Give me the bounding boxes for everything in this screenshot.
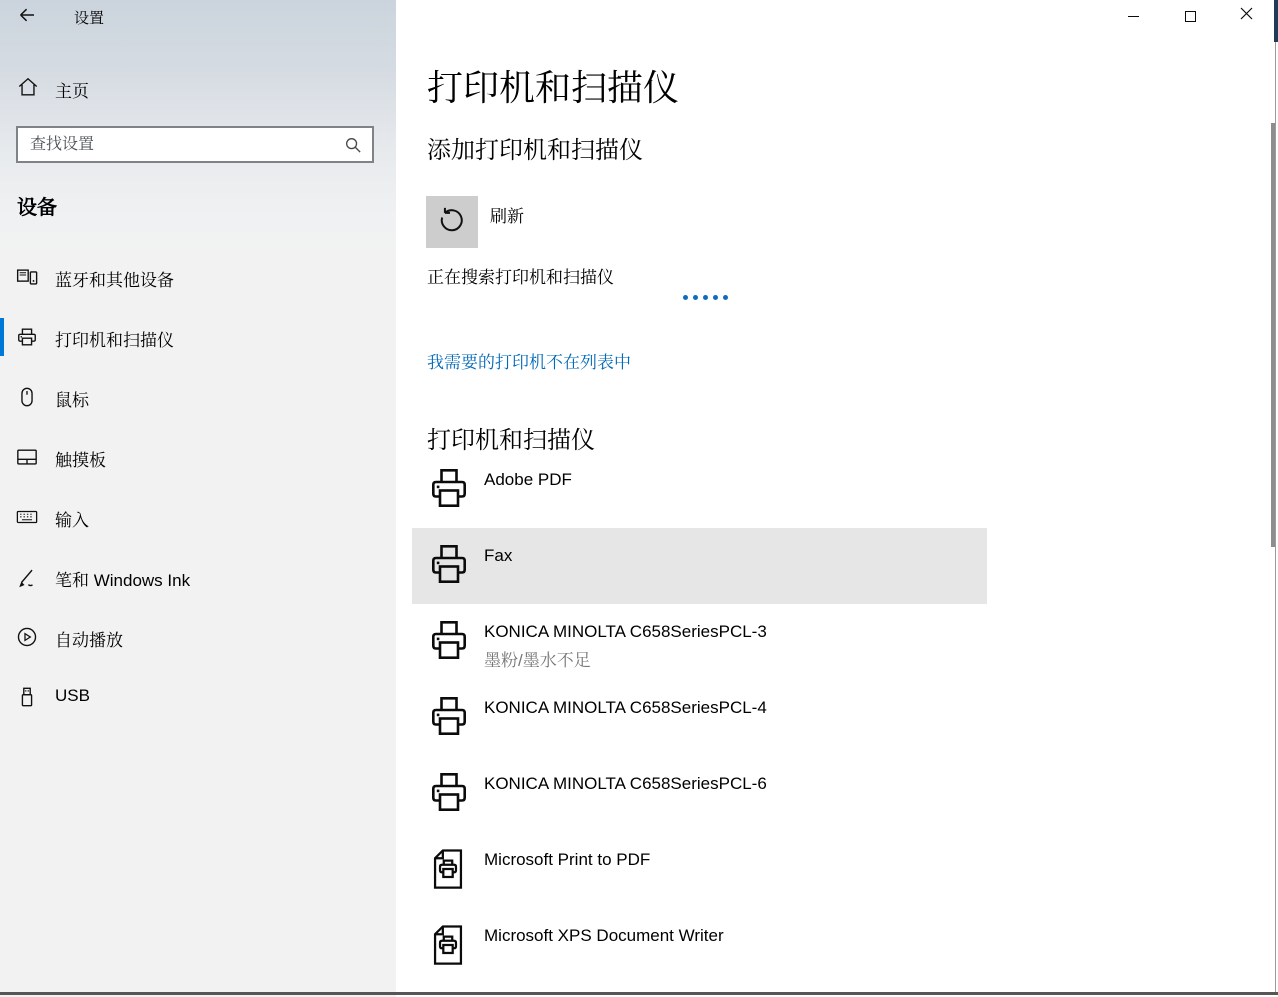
- printer-name: Adobe PDF: [484, 470, 572, 489]
- selection-accent-bar: [0, 318, 4, 356]
- pen-icon: [16, 566, 38, 593]
- printer-icon: [429, 695, 469, 742]
- printer-not-listed-link[interactable]: 我需要的打印机不在列表中: [427, 353, 631, 372]
- background-window-edge: [1274, 0, 1278, 42]
- progress-dot: [713, 295, 718, 300]
- home-icon: [17, 76, 39, 103]
- printers-list-section-title: 打印机和扫描仪: [427, 427, 595, 454]
- sidebar-item-mouse[interactable]: [0, 377, 396, 417]
- printer-row[interactable]: [412, 680, 987, 756]
- devices-icon: [16, 266, 38, 293]
- maximize-icon: [1185, 11, 1196, 22]
- sidebar-item-touchpad[interactable]: [0, 437, 396, 477]
- mouse-icon: [16, 386, 38, 413]
- printer-row[interactable]: [412, 908, 987, 984]
- document-printer-icon: [433, 924, 463, 971]
- minimize-button[interactable]: [1110, 0, 1156, 32]
- printer-list: [412, 452, 987, 984]
- window-right-border: [1275, 42, 1276, 993]
- sidebar: [0, 0, 396, 997]
- scrollbar-thumb[interactable]: [1271, 123, 1275, 547]
- printer-icon: [429, 467, 469, 514]
- printer-icon: [429, 771, 469, 818]
- printer-name: KONICA MINOLTA C658SeriesPCL-6: [484, 774, 767, 793]
- autoplay-icon: [16, 626, 38, 653]
- search-box: [16, 126, 374, 163]
- sidebar-nav: [0, 257, 396, 737]
- printer-row[interactable]: [412, 528, 987, 604]
- printer-status: 墨粉/墨水不足: [484, 651, 591, 670]
- printer-name: KONICA MINOLTA C658SeriesPCL-3: [484, 622, 767, 641]
- page-title: 打印机和扫描仪: [427, 67, 680, 108]
- printer-name: Fax: [484, 546, 513, 565]
- sidebar-item-autoplay[interactable]: [0, 617, 396, 657]
- sidebar-item-home[interactable]: [0, 68, 396, 108]
- minimize-icon: [1128, 16, 1139, 17]
- close-button[interactable]: [1223, 0, 1269, 32]
- touchpad-icon: [16, 446, 38, 473]
- progress-dot: [693, 295, 698, 300]
- add-printers-section-title: 添加打印机和扫描仪: [427, 137, 643, 164]
- document-printer-icon: [433, 848, 463, 895]
- app-title: 设置: [74, 10, 105, 27]
- printer-name: Microsoft Print to PDF: [484, 850, 651, 869]
- printer-row[interactable]: [412, 756, 987, 832]
- sidebar-item-label: 自动播放: [55, 631, 123, 650]
- printer-name: Microsoft XPS Document Writer: [484, 926, 724, 945]
- sidebar-item-typing[interactable]: [0, 497, 396, 537]
- sidebar-item-label: 笔和 Windows Ink: [55, 571, 191, 590]
- close-icon: [1240, 7, 1253, 25]
- printer-icon: [429, 543, 469, 590]
- refresh-button[interactable]: [426, 196, 478, 248]
- sidebar-section-header: 设备: [17, 197, 57, 219]
- progress-dots-indicator: [683, 295, 728, 300]
- sidebar-item-label: 输入: [55, 511, 89, 530]
- progress-dot: [703, 295, 708, 300]
- printer-row[interactable]: [412, 832, 987, 908]
- printer-icon: [16, 326, 38, 353]
- sidebar-item-pen-windows-ink[interactable]: [0, 557, 396, 597]
- printer-row[interactable]: [412, 604, 987, 680]
- progress-dot: [683, 295, 688, 300]
- sidebar-item-label: 鼠标: [55, 391, 89, 410]
- progress-dot: [723, 295, 728, 300]
- sidebar-item-label: 触摸板: [55, 451, 106, 470]
- sidebar-item-label: USB: [55, 686, 90, 705]
- sidebar-item-bluetooth-devices[interactable]: [0, 257, 396, 297]
- search-icon: [344, 136, 363, 160]
- keyboard-icon: [16, 506, 38, 533]
- sidebar-item-printers-scanners[interactable]: [0, 317, 396, 357]
- refresh-icon: [439, 207, 465, 238]
- refresh-label: 刷新: [490, 207, 524, 226]
- back-button[interactable]: [8, 2, 46, 32]
- search-input[interactable]: [18, 128, 372, 161]
- usb-icon: [16, 686, 38, 713]
- printer-icon: [429, 619, 469, 666]
- sidebar-item-label: 打印机和扫描仪: [55, 331, 174, 350]
- home-label: 主页: [55, 82, 89, 101]
- back-arrow-icon: [17, 5, 37, 30]
- sidebar-item-label: 蓝牙和其他设备: [55, 271, 174, 290]
- sidebar-item-usb[interactable]: [0, 677, 396, 717]
- window-bottom-border: [0, 992, 1278, 995]
- printer-name: KONICA MINOLTA C658SeriesPCL-4: [484, 698, 767, 717]
- printer-row[interactable]: [412, 452, 987, 528]
- maximize-button[interactable]: [1167, 0, 1213, 32]
- searching-status-text: 正在搜索打印机和扫描仪: [427, 268, 614, 287]
